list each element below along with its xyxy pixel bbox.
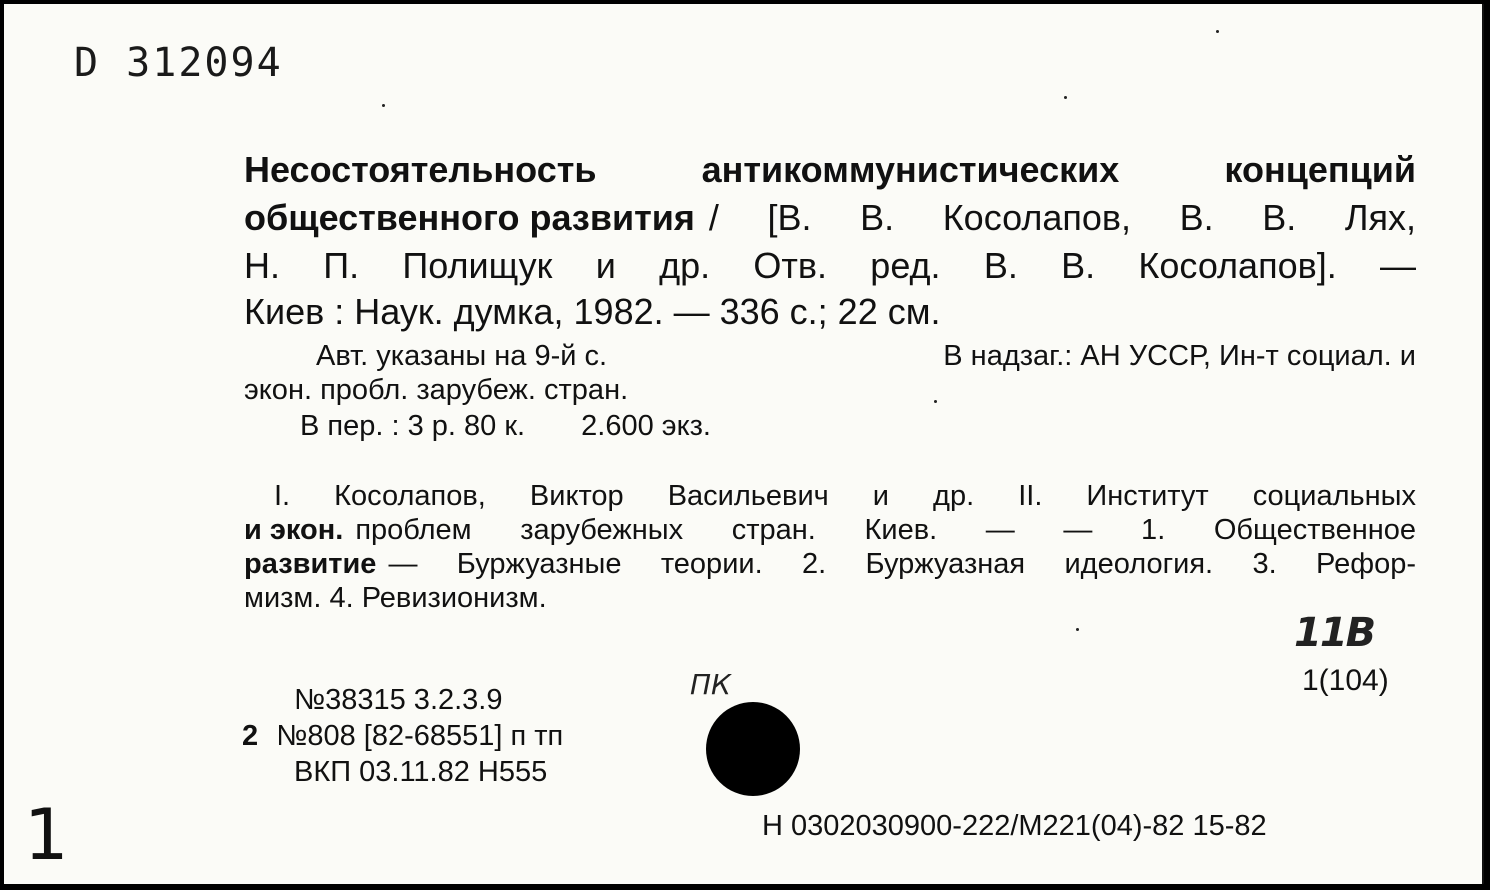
note-line-2: экон. пробл. зарубеж. стран. [244, 374, 629, 406]
note-price: В пер. : 3 р. 80 к. [300, 410, 526, 442]
title-line-2-rest: / [В. В. Косолапов, В. В. Лях, [708, 197, 1416, 238]
order-line-2-rest: №808 [82-68551] п тп [276, 720, 564, 752]
tracing-line-1: I. Косолапов, Виктор Васильевич и др. II. Институт социальных [274, 480, 1416, 512]
note-series: В надзаг.: АН УССР, Ин-т социал. и [943, 340, 1416, 372]
speck [1216, 30, 1219, 33]
order-line-1: №38315 3.2.3.9 [294, 684, 503, 716]
note-copies: 2.600 экз. [581, 410, 711, 442]
order-line-2-bold: 2 [242, 720, 259, 752]
title-line-1-text: Несостоятельность антикоммунистических концепций [244, 149, 1416, 190]
tracing-line-3-bold: развитие [244, 548, 377, 580]
handwritten-initials: ПК [690, 668, 731, 701]
title-line-2 [244, 197, 1416, 238]
note-authors: Авт. указаны на 9-й с. [316, 340, 608, 372]
tracing-line-2-bold: и экон. [244, 514, 344, 546]
speck [934, 400, 937, 403]
title-line-3: Н. П. Полищук и др. Отв. ред. В. В. Косолапов]. — [244, 245, 1416, 286]
order-line-2 [242, 720, 563, 753]
tracing-line-3-rest: — Буржуазные теории. 2. Буржуазная идеология. 3. Рефор- [388, 548, 1416, 580]
order-line-3: ВКП 03.11.82 Н555 [294, 756, 548, 788]
handwritten-corner-number: 1 [24, 794, 69, 876]
imprint-line: Киев : Наук. думка, 1982. — 336 с.; 22 см. [244, 291, 941, 332]
tracing-line-3 [244, 550, 1416, 579]
note-line-3 [300, 412, 711, 441]
footer-code: Н 0302030900-222/М221(04)-82 15-82 [762, 810, 1267, 842]
punch-hole-mark [706, 702, 800, 796]
speck [382, 104, 385, 107]
title-line-2-bold: общественного развития [244, 197, 695, 238]
catalog-number: D 312094 [74, 40, 283, 86]
speck [1076, 628, 1079, 631]
handwritten-class-code: 11В [1294, 610, 1375, 656]
note-line-1 [316, 342, 1416, 371]
catalog-card [4, 4, 1484, 884]
tracing-line-2 [244, 516, 1416, 545]
class-code: 1(104) [1302, 664, 1389, 697]
title-line-1 [244, 149, 1416, 190]
tracing-line-4: мизм. 4. Ревизионизм. [244, 582, 547, 614]
speck [1064, 96, 1067, 99]
tracing-line-2-rest: проблем зарубежных стран. Киев. — — 1. Общественное [355, 514, 1416, 546]
